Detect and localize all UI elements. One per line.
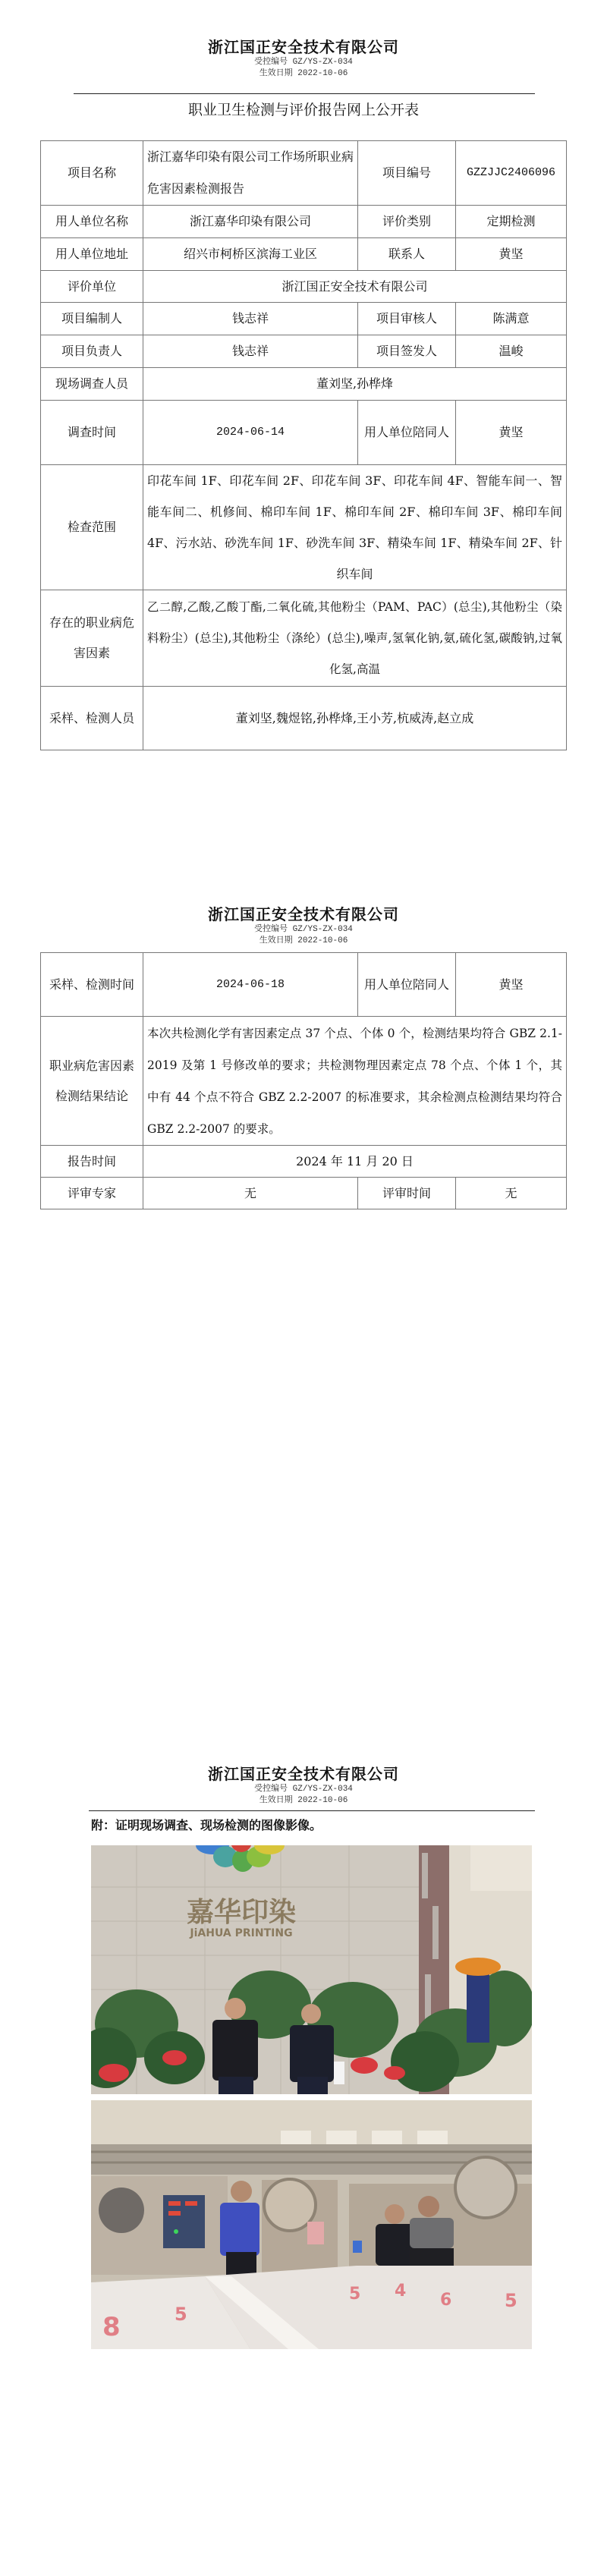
table-row [41,303,567,335]
escort-label: 用人单位陪同人 [358,401,456,465]
leader-value: 钱志祥 [143,335,358,368]
table-row [41,271,567,303]
issuer-label: 项目签发人 [358,335,456,368]
disclosure-table-part2 [40,952,567,1209]
effective-date: 生效日期 2022-10-06 [259,936,348,945]
sampling-staff-value: 董刘坚,魏煜铭,孙桦烽,王小芳,杭威涛,赵立成 [143,687,567,750]
survey-staff-value: 董刘坚,孙桦烽 [143,368,567,401]
contact-label: 联系人 [358,238,456,271]
escort-value: 黄坚 [456,953,567,1017]
photo-workshop-image [91,2100,532,2349]
table-row [41,1146,567,1178]
eval-type-value: 定期检测 [456,206,567,238]
employer-address-value: 绍兴市柯桥区滨海工业区 [143,238,358,271]
project-no-value: GZZJJC2406096 [456,141,567,206]
project-name-label: 项目名称 [41,141,143,206]
employer-name-value: 浙江嘉华印染有限公司 [143,206,358,238]
company-name: 浙江国正安全技术有限公司 [208,905,399,923]
survey-time-value: 2024-06-14 [143,401,358,465]
contact-value: 黄坚 [456,238,567,271]
review-time-label: 评审时间 [358,1178,456,1209]
hazards-value: 乙二醇,乙酸,乙酸丁酯,二氧化硫,其他粉尘（PAM、PAC）(总尘),其他粉尘（染料粉尘）(总尘),其他粉尘（涤纶）(总尘),噪声,氢氧化钠,氨,硫化氢,碳酸钠,过氧化氢,高温 [143,590,567,687]
eval-type-label: 评价类别 [358,206,456,238]
site-photo-entrance [91,1845,532,2094]
svg-text:4: 4 [395,2282,407,2301]
conclusion-label: 职业病危害因素检测结果结论 [41,1017,143,1146]
page-header-1 [0,37,607,80]
leader-label: 项目负责人 [41,335,143,368]
svg-text:5: 5 [505,2290,517,2311]
sign-chinese: 嘉华印染 [186,1897,297,1928]
header-divider [89,1810,535,1811]
table-row [41,1017,567,1146]
company-name: 浙江国正安全技术有限公司 [208,38,399,56]
table-row [41,953,567,1017]
disclosure-table-part1 [40,140,567,750]
project-name-value: 浙江嘉华印染有限公司工作场所职业病危害因素检测报告 [143,141,358,206]
reviewer-label: 项目审核人 [358,303,456,335]
photo-entrance-image [91,1845,532,2094]
table-row [41,206,567,238]
conclusion-value: 本次共检测化学有害因素定点 37 个点、个体 0 个，检测结果均符合 GBZ 2.1-2019 及第 1 号修改单的要求；共检测物理因素定点 78 个点、个体 1 个，其中有 44 个点不符合 GBZ 2.2-2007 的标准要求，其余检测点检测结果均符合 GBZ 2.2-2007 的要求。 [143,1017,567,1146]
sampling-time-value: 2024-06-18 [143,953,358,1017]
survey-staff-label: 现场调查人员 [41,368,143,401]
effective-date: 生效日期 2022-10-06 [259,1796,348,1805]
company-name: 浙江国正安全技术有限公司 [208,1765,399,1783]
experts-value: 无 [143,1178,358,1209]
eval-unit-value: 浙江国正安全技术有限公司 [143,271,567,303]
review-time-value: 无 [456,1178,567,1209]
site-photo-workshop [91,2100,532,2349]
survey-time-label: 调查时间 [41,401,143,465]
compiler-label: 项目编制人 [41,303,143,335]
scope-label: 检查范围 [41,465,143,590]
table-row [41,238,567,271]
table-row [41,1178,567,1209]
table-row [41,368,567,401]
sampling-time-label: 采样、检测时间 [41,953,143,1017]
issuer-value: 温峻 [456,335,567,368]
table-row [41,401,567,465]
report-time-label: 报告时间 [41,1146,143,1178]
sign-english: JiAHUA PRINTING [190,1927,293,1939]
svg-text:5: 5 [349,2285,361,2304]
page-header-2 [0,904,607,947]
effective-date: 生效日期 2022-10-06 [259,69,348,78]
report-time-value: 2024 年 11 月 20 日 [143,1146,567,1178]
svg-text:6: 6 [440,2291,452,2310]
employer-address-label: 用人单位地址 [41,238,143,271]
svg-text:5: 5 [175,2304,187,2325]
table-row [41,590,567,687]
table-row [41,465,567,590]
eval-unit-label: 评价单位 [41,271,143,303]
control-number: 受控编号 GZ/YS-ZX-034 [254,925,353,934]
escort-value: 黄坚 [456,401,567,465]
page-header-3 [0,1764,607,1807]
table-row [41,687,567,750]
control-number: 受控编号 GZ/YS-ZX-034 [254,58,353,67]
table-row [41,335,567,368]
experts-label: 评审专家 [41,1178,143,1209]
svg-text:8: 8 [102,2312,121,2342]
project-no-label: 项目编号 [358,141,456,206]
sampling-staff-label: 采样、检测人员 [41,687,143,750]
employer-name-label: 用人单位名称 [41,206,143,238]
header-divider [74,93,535,94]
escort-label: 用人单位陪同人 [358,953,456,1017]
reviewer-value: 陈满意 [456,303,567,335]
document-title: 职业卫生检测与评价报告网上公开表 [187,102,419,118]
table-row [41,141,567,206]
hazards-label: 存在的职业病危害因素 [41,590,143,687]
scope-value: 印花车间 1F、印花车间 2F、印花车间 3F、印花车间 4F、智能车间一、智能车间二、机修间、棉印车间 1F、棉印车间 2F、棉印车间 3F、棉印车间 4F、污水站、砂洗车间 1F、砂洗车间 3F、精染车间 1F、精染车间 2F、针织车间 [143,465,567,590]
appendix-caption: 附：证明现场调查、现场检测的图像影像。 [91,1818,322,1832]
control-number: 受控编号 GZ/YS-ZX-034 [254,1785,353,1794]
compiler-value: 钱志祥 [143,303,358,335]
